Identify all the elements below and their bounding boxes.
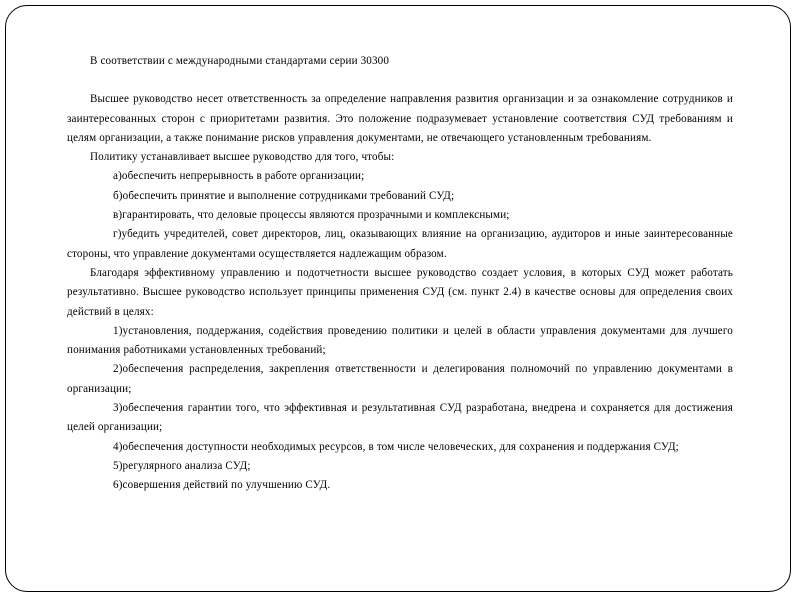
intro-line: В соответствии с международными стандартами серии 30300 [90,55,390,67]
list-item-text: гарантировать, что деловые процессы являются прозрачными и комплексными; [122,209,510,222]
list-item [67,187,733,206]
list-item [67,167,733,186]
list-item-text: обеспечения распределения, закрепления ответственности и делегирования полномочий по управлению документами в организации; [67,363,733,395]
list-item-text: обеспечения гарантии того, что эффективная и результативная СУД разработана, внедрена и сохраняется для достижения целей организации; [67,402,733,434]
paragraph-policy-lead: Политику устанавливает высшее руководство для того, чтобы: [90,151,395,164]
list-item [67,206,733,225]
list-item-text: совершения действий по улучшению СУД. [122,479,331,492]
list-item [67,322,733,361]
paragraph-responsibility: Высшее руководство несет ответственность за определение направления развития организации и за ознакомление сотрудников и заинтересованных сторон с приоритетами развития. Это положение подразумевает установление соответствия СУД требованиям и целям организации, а также понимание рисков управления документами, не отвечающего установленным требованиям. [67,93,733,144]
paragraph-effective-management: Благодаря эффективному управлению и подотчетности высшее руководство создает условия, в которых СУД может работать результативно. Высшее руководство использует принципы применения СУД (см. пункт 2.4) в качестве основы для определения своих действий в целях: [67,266,733,318]
list-item [67,225,733,264]
list-item [67,457,733,476]
list-item [67,360,733,399]
list-marker: 2) [113,363,123,376]
list-marker: 5) [113,459,123,472]
list-marker: а) [113,170,122,183]
list-marker: 1) [113,324,123,337]
list-marker: в) [113,209,123,222]
list-marker: б) [113,189,123,202]
list-item-text: обеспечить принятие и выполнение сотрудниками требований СУД; [122,189,455,202]
list-item-text: обеспечить непрерывность в работе организации; [121,170,365,183]
list-marker: 6) [113,479,123,492]
list-item [67,438,733,457]
list-item-text: установления, поддержания, содействия проведению политики и целей в области управления документами для лучшего понимания работниками установленных требований; [67,324,733,357]
list-item-text: регулярного анализа СУД; [122,459,251,472]
document-body [67,52,733,496]
list-item-text: убедить учредителей, совет директоров, лиц, оказывающих влияние на организацию, аудиторов и иные заинтересованные стороны, что управление документами осуществляется надлежащим образом. [67,228,733,260]
list-marker: 4) [113,440,123,453]
list-item [67,476,733,495]
list-item-text: обеспечения доступности необходимых ресурсов, в том числе человеческих, для сохранения и поддержания СУД; [122,440,679,453]
list-item [67,399,733,438]
list-marker: 3) [113,402,123,415]
list-marker: г) [113,228,122,241]
